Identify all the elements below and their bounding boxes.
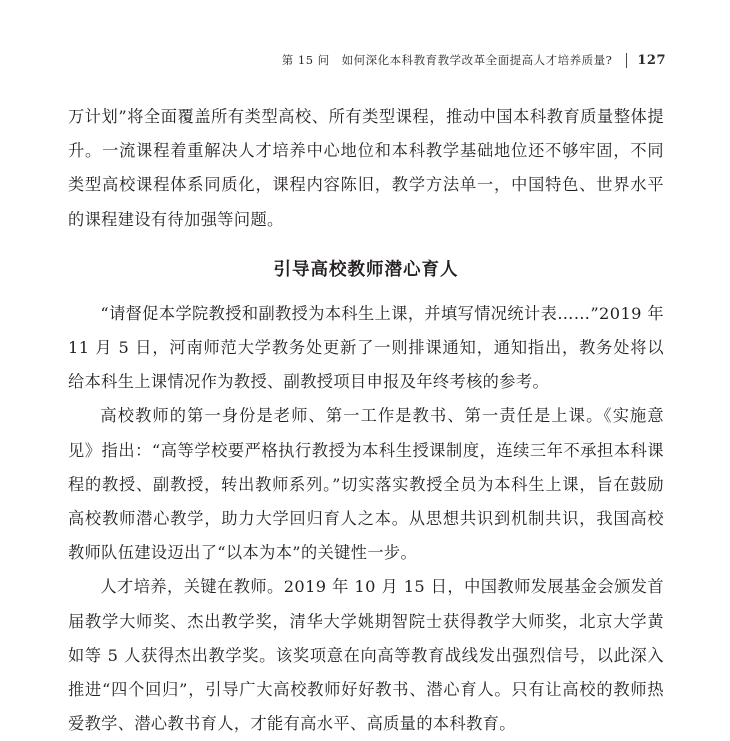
running-head	[66, 52, 666, 68]
paragraph-2: “请督促本学院教授和副教授为本科生上课，并填写情况统计表……”2019 年 11 月 5 日，河南师范大学教务处更新了一则排课通知，通知指出，教务处将以给本科生上课情况作为教授、副教授项目申报及年终考核的参考。	[68, 303, 664, 392]
page-body	[68, 100, 664, 741]
paragraph-4: 人才培养，关键在教师。2019 年 10 月 15 日，中国教师发展基金会颁发首届教学大师奖、杰出教学奖，清华大学姚期智院士获得教学大师奖，北京大学黄如等 5 人获得杰出教学奖。该奖项意在向高等教育战线发出强烈信号，以此深入推进“四个回归”，引导广大高校教师好好教书、潜心育人。只有让高校的教师热爱教学、潜心教书育人，才能有高水平、高质量的本科教育。	[68, 577, 664, 734]
page-number: 127	[637, 52, 666, 68]
running-head-question-number: 第 15 问	[281, 53, 330, 67]
paragraph-3: 高校教师的第一身份是老师、第一工作是教书、第一责任是上课。《实施意见》指出：“高等学校要严格执行教授为本科生授课制度，连续三年不承担本科课程的教授、副教授，转出教师系列。”切实落实教授全员为本科生上课，旨在鼓励高校教师潜心教学，助力大学回归育人之本。从思想共识到机制共识，我国高校教师队伍建设迈出了“以本为本”的关键性一步。	[68, 406, 664, 563]
paragraph-continued: 万计划”将全面覆盖所有类型高校、所有类型课程，推动中国本科教育质量整体提升。一流课程着重解决人才培养中心地位和本科教学基础地位还不够牢固，不同类型高校课程体系同质化，课程内容陈旧，教学方法单一，中国特色、世界水平的课程建设有待加强等问题。	[68, 107, 664, 229]
section-heading: 引导高校教师潜心育人	[273, 259, 459, 280]
running-head-divider	[626, 53, 627, 68]
running-head-title: 如何深化本科教育教学改革全面提高人才培养质量?	[341, 53, 613, 67]
